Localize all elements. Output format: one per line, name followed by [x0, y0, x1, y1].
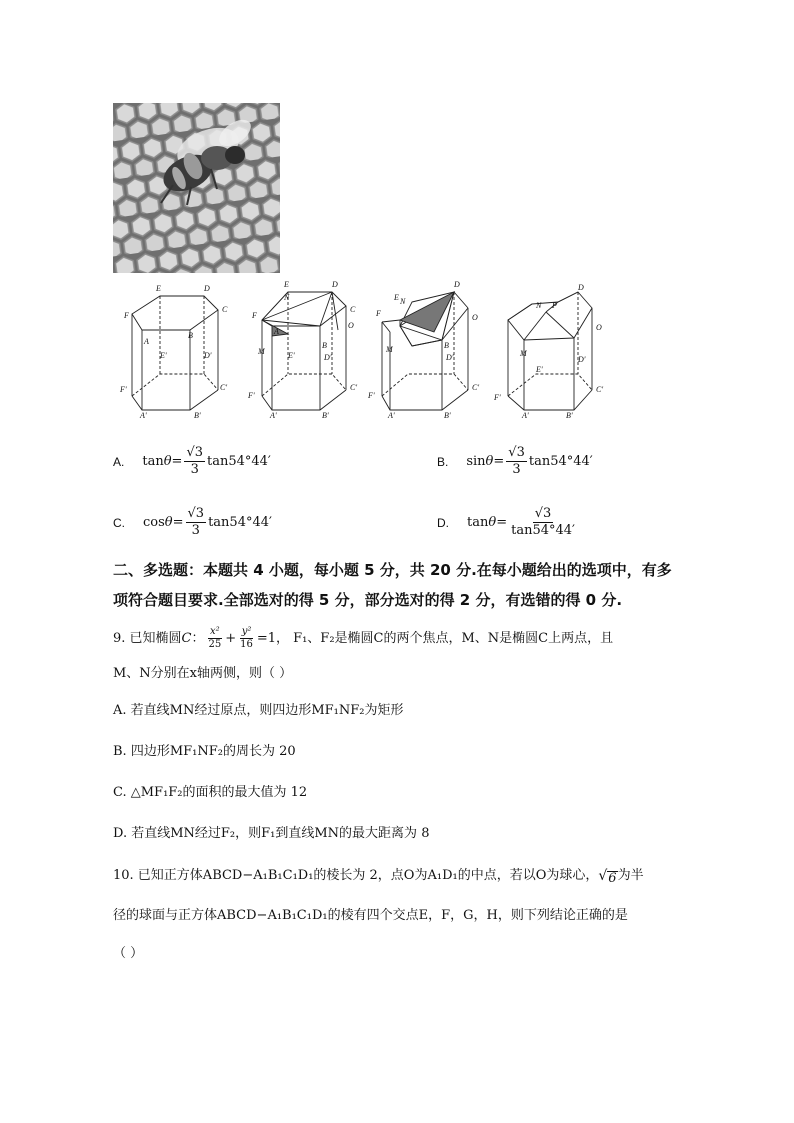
q10-stem-line-2: 径的球面与正方体ABCD−A₁B₁C₁D₁的棱有四个交点E，F，G，H，则下列结论正确的是	[113, 908, 628, 923]
prism-label: D'	[446, 353, 454, 362]
option-d[interactable]: D. tan θ = $\frac{√3}{\tan 54^\circ 44'}$	[437, 506, 575, 538]
prism-label: M	[520, 349, 527, 358]
prism-label: E	[284, 280, 289, 289]
option-c[interactable]: C. cos θ = $\frac{√3}{3}$ tan54°44′	[113, 506, 272, 538]
prism-label: M	[258, 347, 265, 356]
prism-label: N	[400, 297, 406, 306]
q10-stem-line-3: （ ）	[113, 946, 144, 961]
prism-label: F	[124, 311, 129, 320]
prism-label: O	[472, 313, 478, 322]
prism-label: E'	[160, 351, 167, 360]
prism-3	[382, 292, 468, 410]
prism-label: B'	[322, 411, 329, 420]
q9-option-c[interactable]: C. △MF₁F₂的面积的最大值为 12	[113, 785, 308, 800]
prism-label: C	[350, 305, 356, 314]
prism-label: M	[386, 345, 393, 354]
prism-label: D'	[578, 355, 586, 364]
q9-stem-line-1: 9. 已知椭圆 C ： $\frac{\text{x²}}{25}$ + $\frac{\text{y²}}{16}$ =1， F₁、F₂是椭圆C的两个焦点，M、N是椭圆C上两点，且	[113, 626, 614, 650]
prism-label: E'	[288, 351, 295, 360]
prism-label: F'	[248, 391, 255, 400]
prism-label: F	[252, 311, 257, 320]
prism-label: B	[444, 341, 449, 350]
option-b[interactable]: B. sin θ = $\frac{√3}{3}$ tan54°44′	[437, 445, 593, 477]
q9-option-a[interactable]: A. 若直线MN经过原点，则四边形MF₁NF₂为矩形	[113, 703, 404, 718]
fraction-y: $\frac{\text{y²}}{16}$	[240, 626, 253, 650]
prism-label: B'	[566, 411, 573, 420]
section-heading-line-2: 项符合题目要求.全部选对的得 5 分，部分选对的得 2 分，有选错的得 0 分.	[113, 591, 623, 609]
prism-label: A'	[270, 411, 277, 420]
honeycomb-bee-photo	[113, 103, 280, 273]
fraction: $\frac{√3}{\tan 54^\circ 44'}$	[511, 506, 575, 538]
prism-label: B	[322, 341, 327, 350]
prism-label: C'	[596, 385, 604, 394]
prism-label: O	[348, 321, 354, 330]
prism-label: B'	[444, 411, 451, 420]
prism-label: B'	[194, 411, 201, 420]
prism-label: D'	[204, 351, 212, 360]
prism-diagrams	[112, 278, 612, 428]
prism-label: C'	[472, 383, 480, 392]
section-heading-line-1: 二、多选题：本题共 4 小题，每小题 5 分，共 20 分.在每小题给出的选项中，有多	[113, 561, 672, 579]
q9-option-d[interactable]: D. 若直线MN经过F₂，则F₁到直线MN的最大距离为 8	[113, 826, 430, 841]
prism-label: A'	[140, 411, 147, 420]
prism-label: F'	[120, 385, 127, 394]
prism-label: O	[596, 323, 602, 332]
prism-label: A'	[522, 411, 529, 420]
q9-stem-line-2: M、N分别在x轴两侧，则（ ）	[113, 666, 293, 681]
prism-2	[262, 292, 346, 410]
prism-4-labels	[493, 283, 603, 420]
fraction: $\frac{√3}{3}$	[508, 445, 525, 477]
prism-label: D	[578, 283, 584, 292]
prism-label: E	[156, 284, 161, 293]
option-a[interactable]: A. tan θ = $\frac{√3}{3}$ tan54°44′	[113, 445, 271, 477]
prism-1-labels	[119, 284, 228, 420]
prism-label: D'	[324, 353, 332, 362]
prism-label: D	[454, 280, 460, 289]
fraction-x: $\frac{\text{x²}}{25}$	[208, 626, 222, 650]
prism-label: P	[552, 301, 557, 310]
prism-label: B	[188, 331, 193, 340]
prism-label: D	[332, 280, 338, 289]
prism-label: E'	[536, 365, 543, 374]
prism-label: C	[222, 305, 228, 314]
prism-label: C'	[220, 383, 228, 392]
prism-label: N	[536, 301, 542, 310]
q9-option-b[interactable]: B. 四边形MF₁NF₂的周长为 20	[113, 744, 296, 759]
prism-label: A	[144, 337, 149, 346]
q10-stem-line-1: 10. 已知正方体ABCD−A₁B₁C₁D₁的棱长为 2，点O为A₁D₁的中点，若以O为球心， √ 6 为半	[113, 868, 644, 886]
prism-label: F'	[368, 391, 375, 400]
prism-label: D	[204, 284, 210, 293]
fraction: $\frac{√3}{3}$	[187, 506, 205, 538]
prism-label: F	[376, 309, 381, 318]
honeycomb-image	[113, 103, 280, 273]
prism-label: A	[274, 327, 279, 336]
fraction: $\frac{√3}{3}$	[186, 445, 203, 477]
prism-label: C'	[350, 383, 358, 392]
prism-label: A'	[388, 411, 395, 420]
sqrt-six: √ 6	[598, 868, 617, 886]
prism-label: F'	[494, 393, 501, 402]
prism-label: N	[284, 293, 290, 302]
prism-label: E	[394, 293, 399, 302]
